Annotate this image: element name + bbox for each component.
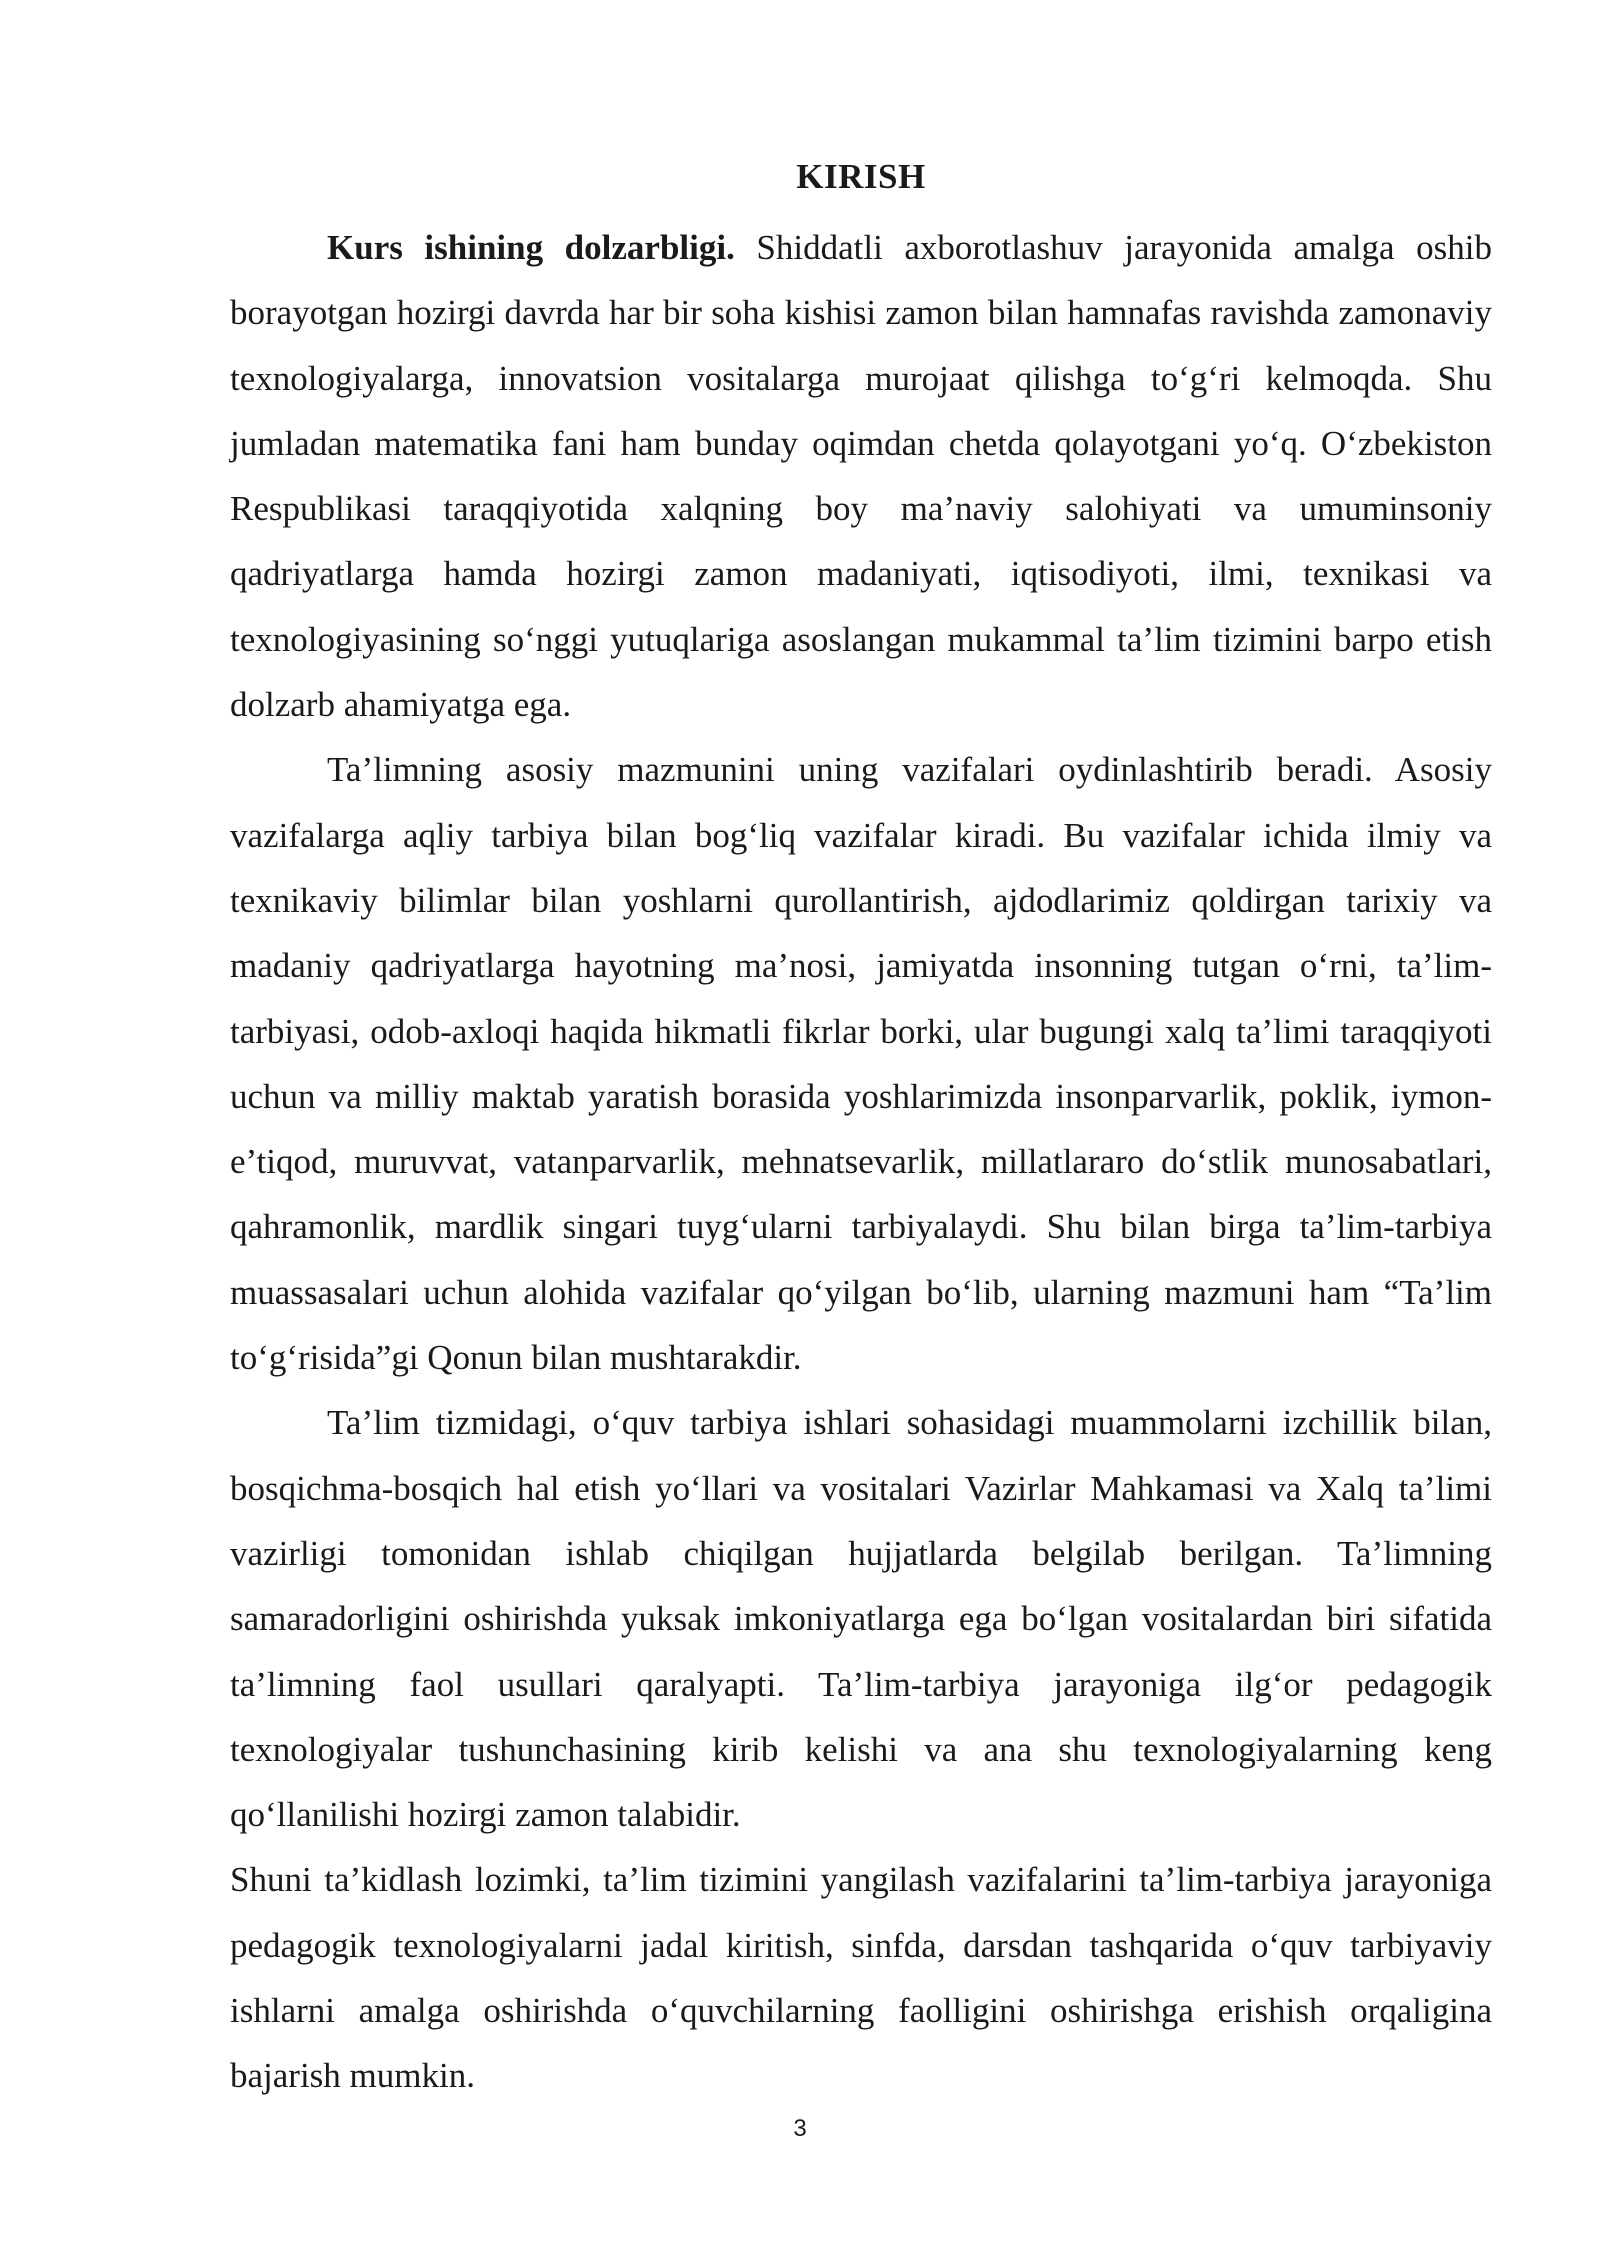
page-number: 3 <box>793 2115 807 2142</box>
paragraph-lead: Kurs ishining dolzarbligi. <box>327 228 735 267</box>
section-title: KIRISH <box>796 157 926 196</box>
paragraph-education-content: Ta’limning asosiy mazmunini uning vazifalari oydinlashtirib beradi. Asosiy vazifalarga aqliy tarbiya bilan bog‘liq vazifalar kiradi. Bu vazifalar ichida ilmiy va texnikaviy bilimlar bilan yoshlarni qurollantirish, ajdodlarimiz qoldirgan tarixiy va madaniy qadriyatlarga hayotning ma’nosi, jamiyatda insonning tutgan o‘rni, ta’lim-tarbiyasi, odob-axloqi haqida hikmatli fikrlar borki, ular bugungi xalq ta’limi taraqqiyoti uchun va milliy maktab yaratish borasida yoshlarimizda insonparvarlik, poklik, iymon-e’tiqod, muruvvat, vatanparvarlik, mehnatsevarlik, millatlararo do‘stlik munosabatlari, qahramonlik, mardlik singari tuyg‘ularni tarbiyalaydi. Shu bilan birga ta’lim-tarbiya muassasalari uchun alohida vazifalar qo‘yilgan bo‘lib, ularning mazmuni ham “Ta’lim to‘g‘risida”gi Qonun bilan mushtarakdir. <box>230 750 1492 1378</box>
paragraph-text: Shiddatli axborotlashuv jarayonida amalga oshib borayotgan hozirgi davrda har bir soha kishisi zamon bilan hamnafas ravishda zamonaviy texnologiyalarga, innovatsion vositalarga murojaat qilishga to‘g‘ri kelmoqda. Shu jumladan matematika fani ham bunday oqimdan chetda qolayotgani yo‘q. O‘zbekiston Respublikasi taraqqiyotida xalqning boy ma’naviy salohiyati va umuminsoniy qadriyatlarga hamda hozirgi zamon madaniyati, iqtisodiyoti, ilmi, texnikasi va texnologiyasining so‘nggi yutuqlariga asoslangan mukammal ta’lim tizimini barpo etish dolzarb ahamiyatga ega. <box>230 228 1492 725</box>
document-body <box>230 150 1492 2109</box>
paragraph-relevance <box>230 215 1492 737</box>
paragraph-conclusion: Shuni ta’kidlash lozimki, ta’lim tizimini yangilash vazifalarini ta’lim-tarbiya jarayoniga pedagogik texnologiyalarni jadal kiritish, sinfda, darsdan tashqarida o‘quv tarbiyaviy ishlarni amalga oshirishda o‘quvchilarning faolligini oshirishga erishish orqaligina bajarish mumkin. <box>230 1860 1492 2096</box>
paragraph-education-system: Ta’lim tizmidagi, o‘quv tarbiya ishlari sohasidagi muammolarni izchillik bilan, bosqichma-bosqich hal etish yo‘llari va vositalari Vazirlar Mahkamasi va Xalq ta’limi vazirligi tomonidan ishlab chiqilgan hujjatlarda belgilab berilgan. Ta’limning samaradorligini oshirishda yuksak imkoniyatlarga ega bo‘lgan vositalardan biri sifatida ta’limning faol usullari qaralyapti. Ta’lim-tarbiya jarayoniga ilg‘or pedagogik texnologiyalar tushunchasining kirib kelishi va ana shu texnologiyalarning keng qo‘llanilishi hozirgi zamon talabidir. <box>230 1403 1492 1835</box>
